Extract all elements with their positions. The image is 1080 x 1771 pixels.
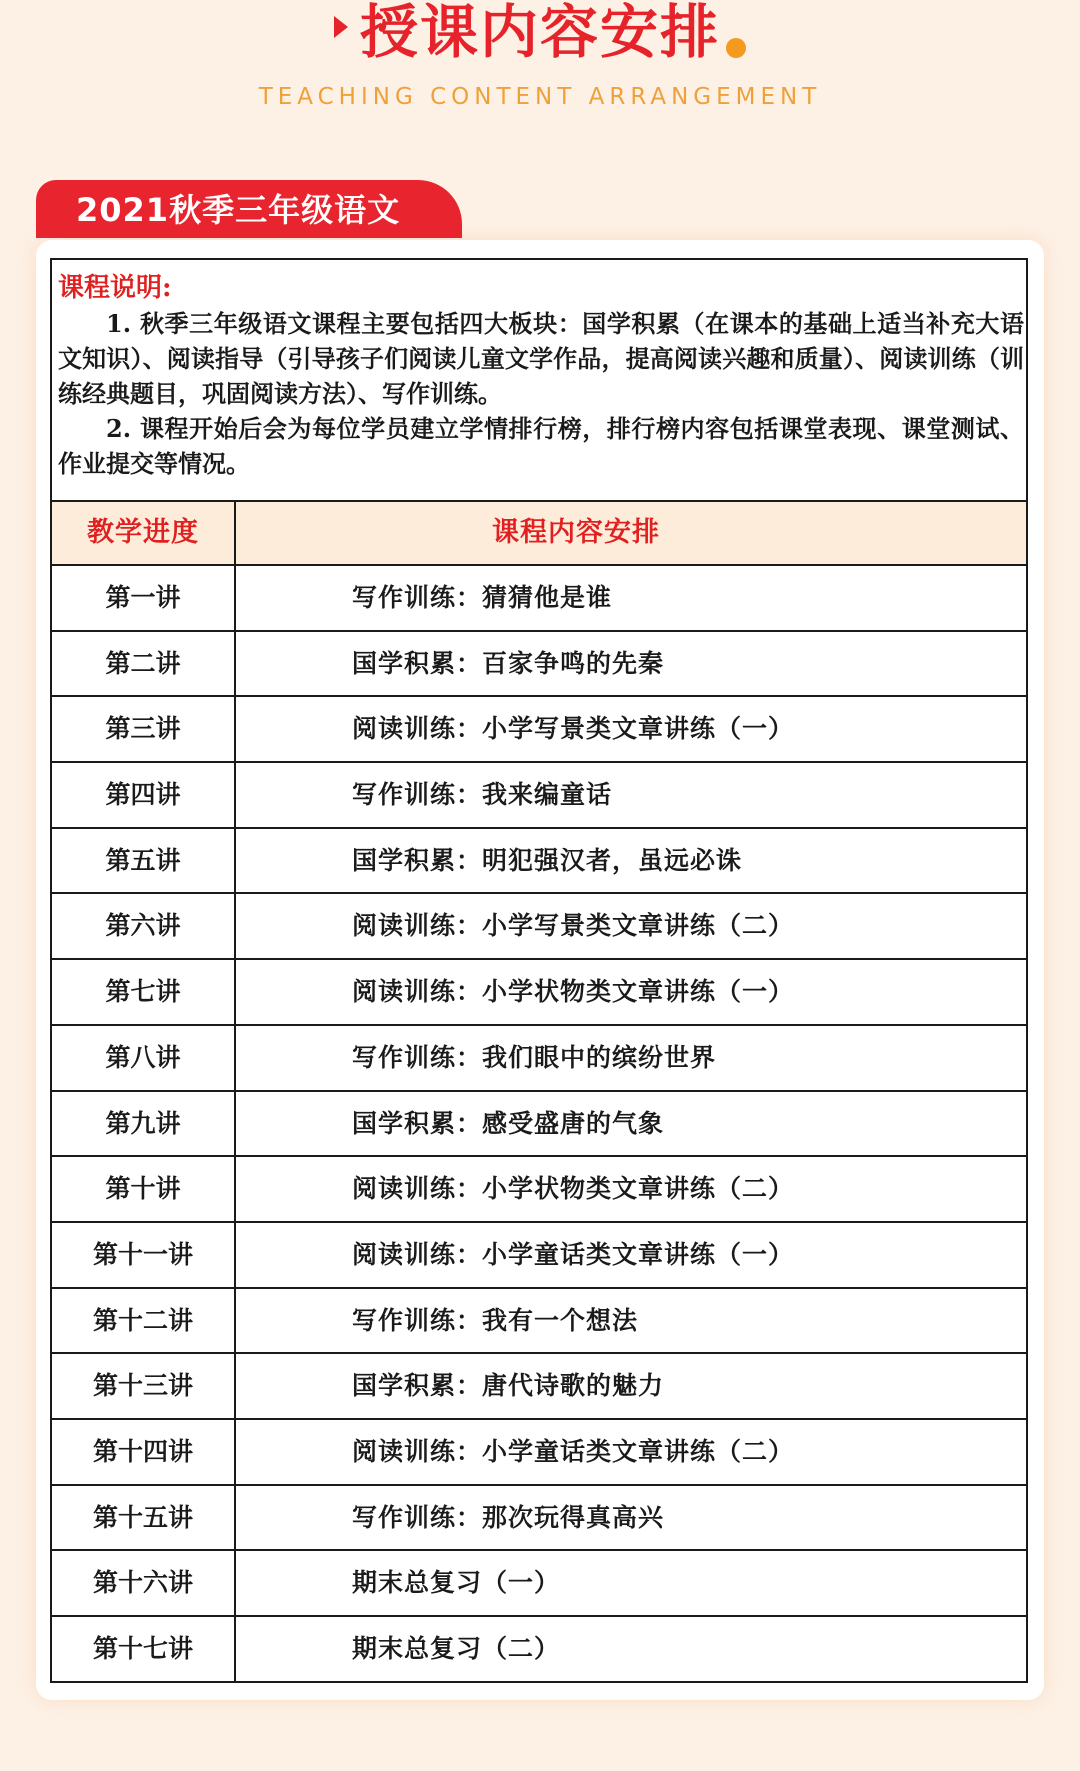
lesson-content-cell: 期末总复习（一） [352,1568,561,1598]
table-header-row [52,502,1026,566]
lesson-number-cell: 第十一讲 [52,1223,236,1287]
table-row [52,566,1026,632]
table-row [52,1289,1026,1355]
header-cell-content [236,502,1026,564]
course-tab-label: 2021秋季三年级语文 [36,180,462,238]
table-row [52,1223,1026,1289]
lesson-number-cell: 第十七讲 [52,1617,236,1683]
table-row [52,1486,1026,1552]
intro-title: 课程说明: [58,273,172,303]
lesson-content-cell: 阅读训练：小学写景类文章讲练（一） [352,714,795,744]
lesson-number-cell: 第十三讲 [52,1354,236,1418]
lesson-content-cell: 国学积累：感受盛唐的气象 [352,1108,665,1138]
lesson-number-cell: 第十六讲 [52,1551,236,1615]
lesson-number-cell: 第十讲 [52,1157,236,1221]
course-table [50,258,1028,1683]
section-header [0,0,1080,130]
intro-paragraph-1: 1. 秋季三年级语文课程主要包括四大板块：国学积累（在课本的基础上适当补充大语文知识）、阅读指导（引导孩子们阅读儿童文学作品，提高阅读兴趣和质量）、阅读训练（训练经典题目，巩固阅读方法）、写作训练。 [58,309,1024,408]
lesson-number-cell: 第十四讲 [52,1420,236,1484]
header-content-label: 课程内容安排 [492,517,660,548]
lesson-number-cell: 第十二讲 [52,1289,236,1353]
lesson-content-cell: 阅读训练：小学写景类文章讲练（二） [352,911,795,941]
lesson-content-cell: 国学积累：百家争鸣的先秦 [352,648,665,678]
lesson-content-cell: 写作训练：那次玩得真高兴 [352,1502,665,1532]
lesson-content-cell: 阅读训练：小学童话类文章讲练（一） [352,1239,795,1269]
table-row [52,697,1026,763]
lesson-content-cell: 国学积累：明犯强汉者，虽远必诛 [352,845,743,875]
lesson-content-cell: 写作训练：猜猜他是谁 [352,583,613,612]
table-row [52,894,1026,960]
table-row [52,829,1026,895]
lesson-number-cell: 第十五讲 [52,1486,236,1550]
lesson-content-cell: 国学积累：唐代诗歌的魅力 [352,1371,665,1401]
table-row [52,763,1026,829]
header-cell-progress [52,502,236,564]
table-row [52,1092,1026,1158]
table-row [52,1157,1026,1223]
lesson-number-cell: 第二讲 [52,632,236,696]
table-row [52,1354,1026,1420]
lesson-number-cell: 第三讲 [52,697,236,761]
lesson-number-cell: 第四讲 [52,763,236,827]
lesson-number-cell: 第五讲 [52,829,236,893]
section-subtitle: TEACHING CONTENT ARRANGEMENT [258,84,822,110]
triangle-arrow-icon [334,16,348,38]
lesson-number-cell: 第一讲 [52,566,236,630]
table-row [52,960,1026,1026]
table-row [52,632,1026,698]
orange-dot-icon [726,38,746,58]
title-wrap [0,0,1080,70]
lesson-number-cell: 第六讲 [52,894,236,958]
lesson-number-cell: 第九讲 [52,1092,236,1156]
section-title-block [334,0,746,64]
table-row [52,1617,1026,1683]
section-title: 授课内容安排 [359,0,720,66]
lesson-number-cell: 第七讲 [52,960,236,1024]
header-progress-label: 教学进度 [87,517,199,548]
lesson-content-cell: 写作训练：我们眼中的缤纷世界 [352,1042,717,1072]
lesson-content-cell: 阅读训练：小学童话类文章讲练（二） [352,1436,795,1466]
lesson-content-cell: 阅读训练：小学状物类文章讲练（二） [352,1174,795,1204]
lesson-content-cell: 写作训练：我来编童话 [352,780,613,810]
course-intro [52,260,1026,502]
lesson-number-cell: 第八讲 [52,1026,236,1090]
intro-paragraph-2: 2. 课程开始后会为每位学员建立学情排行榜，排行榜内容包括课堂表现、课堂测试、作业提交等情况。 [58,414,1024,478]
lesson-content-cell: 阅读训练：小学状物类文章讲练（一） [352,977,795,1007]
table-row [52,1026,1026,1092]
table-body [52,566,1026,1683]
lesson-content-cell: 写作训练：我有一个想法 [352,1305,639,1335]
table-row [52,1420,1026,1486]
table-row [52,1551,1026,1617]
lesson-content-cell: 期末总复习（二） [352,1634,561,1663]
